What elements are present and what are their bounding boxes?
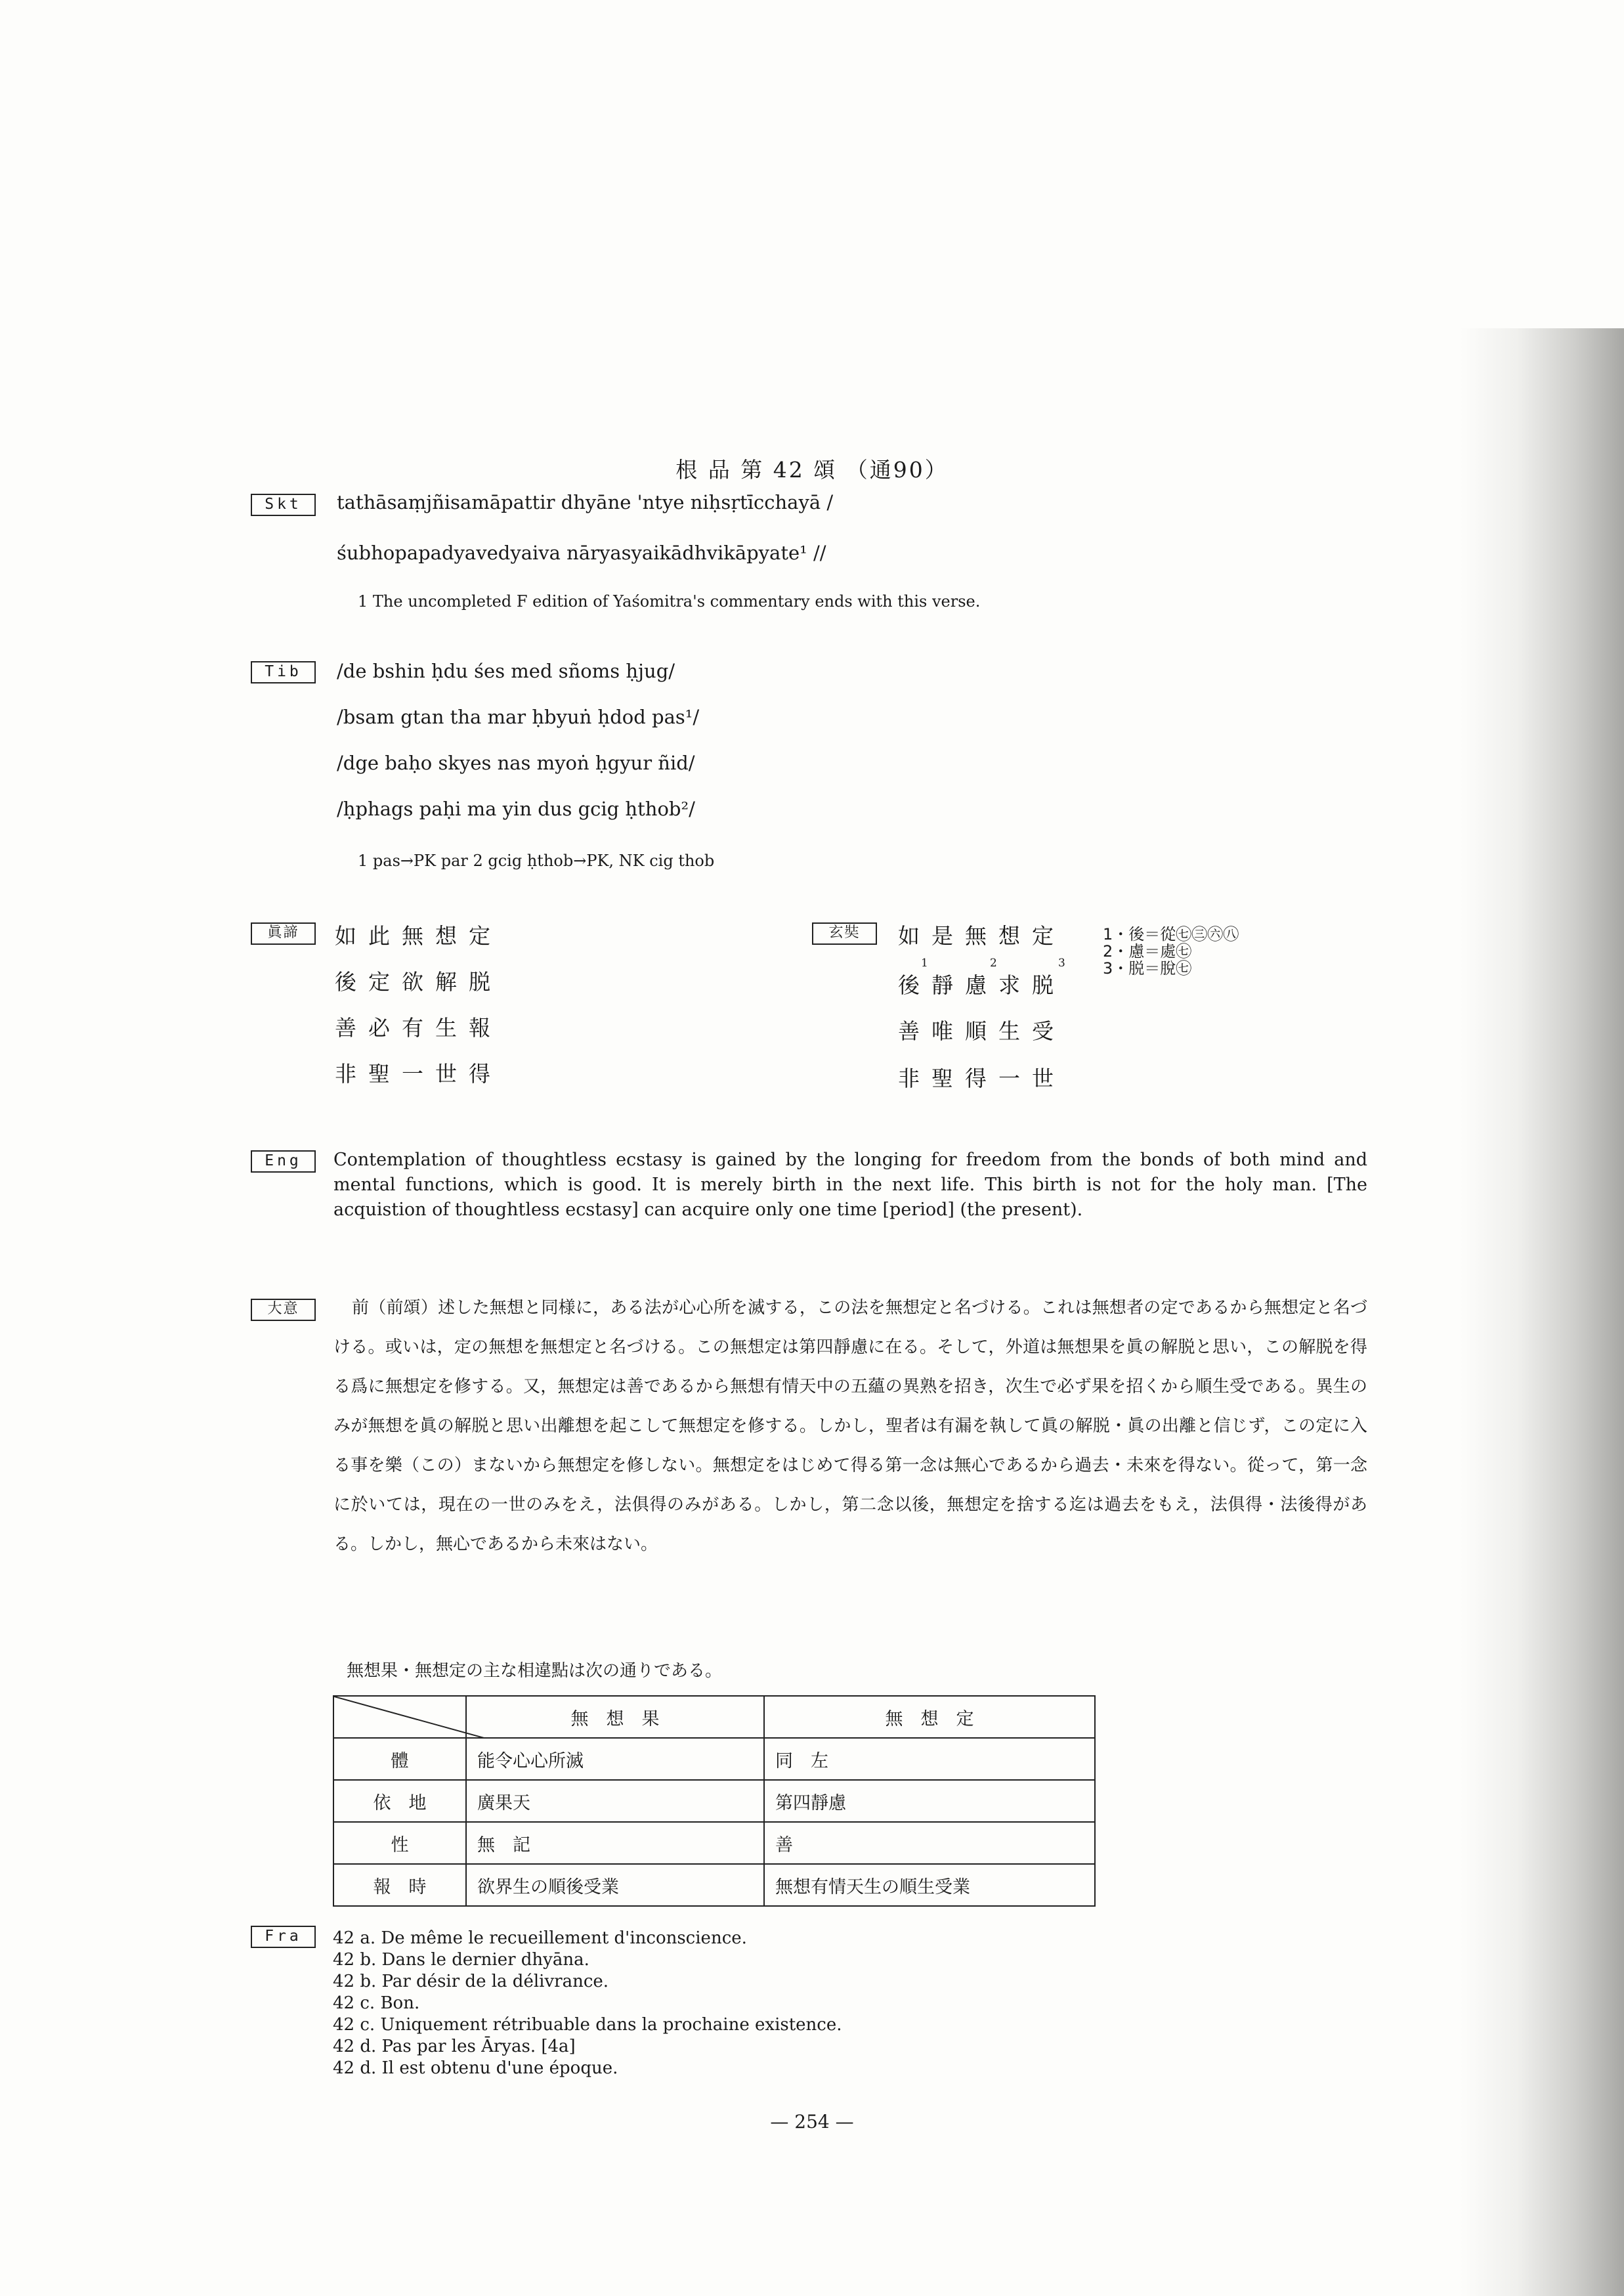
paramartha-line-3: 善必有生報 — [335, 1015, 502, 1041]
table-row-label: 依 地 — [333, 1780, 466, 1822]
table-row — [333, 1822, 1095, 1864]
xuanzang-line-4: 非聖得一世 — [898, 1066, 1065, 1091]
table-corner-cell — [333, 1696, 466, 1738]
skt-tag: Skt — [251, 494, 316, 516]
fra-line-1: 42 a. De même le recueillement d'inconscience. — [333, 1928, 747, 1948]
table-cell: 無想有情天生の順生受業 — [764, 1864, 1095, 1906]
tib-line-3: /dge baḥo skyes nas myoṅ ḥgyur ñid/ — [337, 752, 695, 774]
table-row-label: 報 時 — [333, 1864, 466, 1906]
comparison-table — [333, 1695, 1096, 1907]
verse-title: 根 品 第 42 頌 （通90） — [675, 457, 949, 483]
table-header-row — [333, 1696, 1095, 1738]
paramartha-line-4: 非聖一世得 — [335, 1061, 502, 1087]
fra-line-2: 42 b. Dans le dernier dhyāna. — [333, 1950, 589, 1970]
xuanzang-line-2: 後靜慮求脱 — [898, 972, 1065, 998]
xuanzang-line-3: 善唯順生受 — [898, 1018, 1065, 1044]
fra-line-5: 42 c. Uniquement rétribuable dans la prochaine existence. — [333, 2015, 842, 2035]
xuanzang-sup-1: 1 — [921, 957, 928, 970]
tib-line-1: /de bshin ḥdu śes med sñoms ḥjug/ — [337, 660, 675, 682]
tib-line-4: /ḥphags paḥi ma yin dus gcig ḥthob²/ — [337, 798, 695, 820]
table-row — [333, 1864, 1095, 1906]
table-cell: 廣果天 — [466, 1780, 764, 1822]
table-row — [333, 1780, 1095, 1822]
paramartha-line-1: 如此無想定 — [335, 923, 502, 949]
xuanzang-variant-3: 3・脱＝脫㊆ — [1103, 959, 1192, 978]
table-header-cell: 無 想 果 — [466, 1696, 764, 1738]
table-cell: 同 左 — [764, 1738, 1095, 1780]
paramartha-line-2: 後定欲解脱 — [335, 969, 502, 995]
fra-line-3: 42 b. Par désir de la délivrance. — [333, 1972, 609, 1991]
table-cell: 善 — [764, 1822, 1095, 1864]
table-cell: 能令心心所滅 — [466, 1738, 764, 1780]
xuanzang-variant-2: 2・慮＝處㊆ — [1103, 942, 1192, 961]
tib-footnote: 1 pas→PK par 2 gcig ḥthob→PK, NK cig thob — [358, 852, 715, 870]
skt-footnote: 1 The uncompleted F edition of Yaśomitra's commentary ends with this verse. — [358, 592, 981, 611]
paramartha-tag: 眞諦 — [251, 922, 316, 945]
taii-table-caption: 無想果・無想定の主な相違點は次の通りである。 — [347, 1661, 723, 1681]
scan-edge-shadow — [1460, 328, 1624, 2296]
tib-tag: Tib — [251, 661, 316, 683]
eng-tag: Eng — [251, 1150, 316, 1173]
table-cell: 第四靜慮 — [764, 1780, 1095, 1822]
xuanzang-tag: 玄奘 — [812, 922, 877, 945]
tib-line-2: /bsam gtan tha mar ḥbyuṅ ḥdod pas¹/ — [337, 706, 700, 728]
fra-line-6: 42 d. Pas par les Āryas. [4a] — [333, 2037, 576, 2056]
fra-line-4: 42 c. Bon. — [333, 1993, 420, 2013]
fra-tag: Fra — [251, 1926, 316, 1948]
table-row — [333, 1738, 1095, 1780]
page-number: — 254 — — [770, 2111, 854, 2133]
taii-tag: 大意 — [251, 1299, 316, 1321]
table-row-label: 體 — [333, 1738, 466, 1780]
table-cell: 無 記 — [466, 1822, 764, 1864]
table-header-cell: 無 想 定 — [764, 1696, 1095, 1738]
xuanzang-line-1: 如是無想定 — [898, 923, 1065, 949]
skt-line-1: tathāsaṃjñisamāpattir dhyāne 'ntye niḥsṛtīcchayā / — [337, 491, 834, 513]
xuanzang-variant-1: 1・後＝從㊆㊂㊅㊇ — [1103, 925, 1239, 943]
skt-line-2: śubhopapadyavedyaiva nāryasyaikādhvikāpyate¹ // — [337, 542, 826, 564]
table-cell: 欲界生の順後受業 — [466, 1864, 764, 1906]
fra-line-7: 42 d. Il est obtenu d'une époque. — [333, 2058, 618, 2078]
diagonal-line — [334, 1697, 486, 1739]
xuanzang-sup-2: 2 — [990, 957, 997, 970]
xuanzang-sup-3: 3 — [1058, 957, 1065, 970]
taii-paragraph: 前（前頌）述した無想と同様に，ある法が心心所を滅する，この法を無想定と名づける。これは無想者の定であるから無想定と名づける。或いは，定の無想を無想定と名づける。この無想定は第四靜慮に在る。そして，外道は無想果を眞の解脱と思い，この解脱を得る爲に無想定を修する。又，無想定は善であるから無想有情天中の五蘊の異熟を招き，次生で必ず果を招くから順生受である。異生のみが無想を眞の解脱と思い出離想を起こして無想定を修する。しかし，聖者は有漏を執して眞の解脱・眞の出離と信じず，この定に入る事を樂（この）まないから無想定を修しない。無想定をはじめて得る第一念は無心であるから過去・未來を得ない。從って，第一念に於いては，現在の一世のみをえ，法俱得のみがある。しかし，第二念以後，無想定を捨する迄は過去をもえ，法俱得・法後得がある。しかし，無心であるから未來はない。 — [333, 1298, 1367, 1554]
eng-translation: Contemplation of thoughtless ecstasy is gained by the longing for freedom from the bonds of both mind and mental functions, which is good. It is merely birth in the next life. This birth is not for the holy man. [The acquistion of thoughtless ecstasy] can acquire only one time [period] (the present). — [333, 1150, 1367, 1220]
table-row-label: 性 — [333, 1822, 466, 1864]
